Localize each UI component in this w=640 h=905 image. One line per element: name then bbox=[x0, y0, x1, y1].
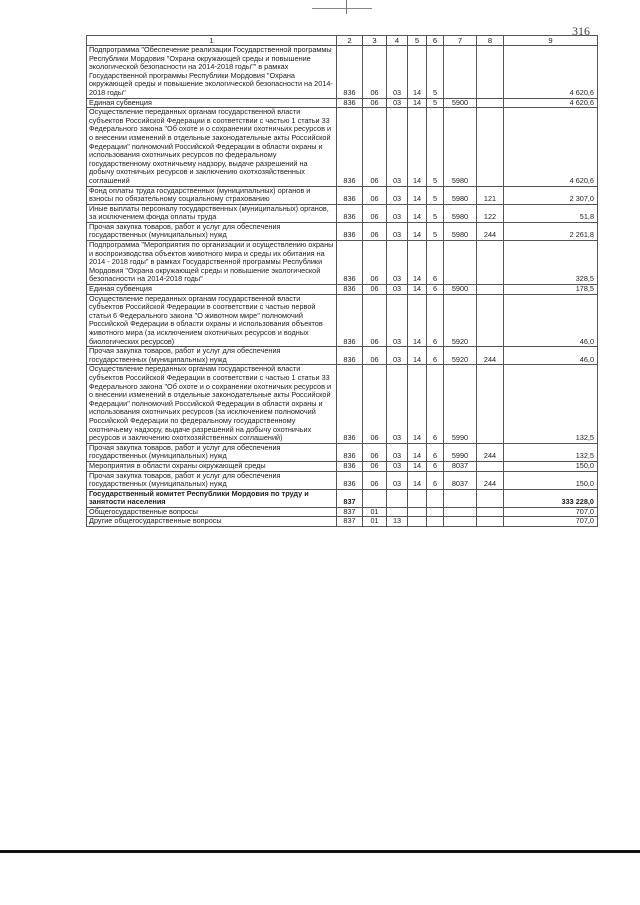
line-item-amount: 2 261,8 bbox=[504, 222, 598, 240]
code-subsection: 03 bbox=[387, 347, 408, 365]
code-subprogram: 6 bbox=[427, 294, 444, 347]
table-row bbox=[87, 108, 598, 186]
table-row bbox=[87, 186, 598, 204]
code-subprogram: 5 bbox=[427, 46, 444, 99]
code-section: 06 bbox=[363, 347, 387, 365]
code-subprogram: 6 bbox=[427, 285, 444, 295]
line-item-amount: 178,5 bbox=[504, 285, 598, 295]
code-ministry: 837 bbox=[337, 489, 363, 507]
header-cell: 8 bbox=[477, 36, 504, 46]
code-expense-type bbox=[477, 461, 504, 471]
code-subsection: 03 bbox=[387, 46, 408, 99]
header-cell: 3 bbox=[363, 36, 387, 46]
code-ministry: 836 bbox=[337, 222, 363, 240]
code-section: 06 bbox=[363, 98, 387, 108]
code-expense-type bbox=[477, 46, 504, 99]
code-target: 5900 bbox=[444, 285, 477, 295]
table-row bbox=[87, 461, 598, 471]
code-ministry: 836 bbox=[337, 365, 363, 443]
code-section bbox=[363, 489, 387, 507]
code-section: 06 bbox=[363, 365, 387, 443]
table-row bbox=[87, 517, 598, 527]
line-item-amount: 132,5 bbox=[504, 365, 598, 443]
code-expense-type: 244 bbox=[477, 347, 504, 365]
code-section: 06 bbox=[363, 46, 387, 99]
code-section: 06 bbox=[363, 285, 387, 295]
code-expense-type: 244 bbox=[477, 471, 504, 489]
line-item-amount: 51,8 bbox=[504, 204, 598, 222]
line-item-amount: 2 307,0 bbox=[504, 186, 598, 204]
line-item-amount: 132,5 bbox=[504, 443, 598, 461]
code-section: 06 bbox=[363, 108, 387, 186]
code-ministry: 836 bbox=[337, 471, 363, 489]
code-program: 14 bbox=[408, 204, 427, 222]
code-target: 5980 bbox=[444, 108, 477, 186]
header-cell: 5 bbox=[408, 36, 427, 46]
line-item-name: Фонд оплаты труда государственных (муниципальных) органов и взносы по обязательному социальному страхованию bbox=[87, 186, 337, 204]
header-cell: 4 bbox=[387, 36, 408, 46]
header-cell: 9 bbox=[504, 36, 598, 46]
code-subprogram bbox=[427, 517, 444, 527]
code-subprogram: 6 bbox=[427, 241, 444, 285]
line-item-name: Осуществление переданных органам государственной власти субъектов Российской Федерации в соответствии с частью 1 статьи 33 Федерального закона "Об охоте и о сохранении охотничьих ресурсов и о внесении изменений в отдельные законодательные акты Российской Федерации" полномочий Российской Федерации в области охраны и использования охотничьих ресурсов по федеральному государственному охотничьему надзору, выдаче разрешений на добычу охотничьих ресурсов и заключению охотхозяйственных соглашений bbox=[87, 108, 337, 186]
code-subsection: 13 bbox=[387, 517, 408, 527]
table-row bbox=[87, 471, 598, 489]
line-item-amount: 707,0 bbox=[504, 517, 598, 527]
code-section: 06 bbox=[363, 222, 387, 240]
code-expense-type bbox=[477, 517, 504, 527]
table-row bbox=[87, 365, 598, 443]
code-expense-type: 121 bbox=[477, 186, 504, 204]
code-ministry: 836 bbox=[337, 285, 363, 295]
code-subprogram bbox=[427, 507, 444, 517]
code-ministry: 836 bbox=[337, 294, 363, 347]
table-row bbox=[87, 489, 598, 507]
budget-table bbox=[86, 35, 598, 527]
code-section: 01 bbox=[363, 517, 387, 527]
code-section: 06 bbox=[363, 471, 387, 489]
code-ministry: 836 bbox=[337, 347, 363, 365]
line-item-amount: 46,0 bbox=[504, 347, 598, 365]
code-target: 5920 bbox=[444, 294, 477, 347]
line-item-amount: 150,0 bbox=[504, 471, 598, 489]
code-section: 06 bbox=[363, 294, 387, 347]
code-subsection: 03 bbox=[387, 108, 408, 186]
code-expense-type: 244 bbox=[477, 443, 504, 461]
scan-artifact-tick bbox=[346, 0, 347, 14]
code-expense-type bbox=[477, 241, 504, 285]
table-row bbox=[87, 347, 598, 365]
line-item-amount: 4 620,6 bbox=[504, 108, 598, 186]
code-expense-type: 122 bbox=[477, 204, 504, 222]
code-program: 14 bbox=[408, 98, 427, 108]
header-cell: 6 bbox=[427, 36, 444, 46]
code-section: 06 bbox=[363, 241, 387, 285]
page-number: 316 bbox=[572, 24, 590, 38]
line-item-amount: 46,0 bbox=[504, 294, 598, 347]
code-subsection: 03 bbox=[387, 443, 408, 461]
code-target bbox=[444, 507, 477, 517]
code-subprogram: 5 bbox=[427, 186, 444, 204]
line-item-amount: 4 620,6 bbox=[504, 98, 598, 108]
code-subprogram: 5 bbox=[427, 204, 444, 222]
line-item-amount: 333 228,0 bbox=[504, 489, 598, 507]
code-target bbox=[444, 489, 477, 507]
code-subprogram: 6 bbox=[427, 365, 444, 443]
code-program: 14 bbox=[408, 241, 427, 285]
code-subprogram bbox=[427, 489, 444, 507]
line-item-name: Подпрограмма "Обеспечение реализации Государственной программы Республики Мордовия "Охрана окружающей среды и повышение экологической безопасности на 2014-2018 годы"" в рамках Государственной программы Республики Мордовия "Охрана окружающей среды и повышение экологической безопасности на 2014-2018 годы" bbox=[87, 46, 337, 99]
code-program: 14 bbox=[408, 461, 427, 471]
code-ministry: 836 bbox=[337, 241, 363, 285]
code-subsection bbox=[387, 489, 408, 507]
code-ministry: 836 bbox=[337, 46, 363, 99]
code-program: 14 bbox=[408, 471, 427, 489]
code-target: 5900 bbox=[444, 98, 477, 108]
code-target: 5990 bbox=[444, 365, 477, 443]
code-program bbox=[408, 489, 427, 507]
code-program: 14 bbox=[408, 365, 427, 443]
code-expense-type bbox=[477, 285, 504, 295]
line-item-name: Единая субвенция bbox=[87, 285, 337, 295]
code-target bbox=[444, 241, 477, 285]
line-item-amount: 150,0 bbox=[504, 461, 598, 471]
code-section: 06 bbox=[363, 443, 387, 461]
code-subsection: 03 bbox=[387, 204, 408, 222]
scan-artifact bbox=[312, 2, 372, 9]
line-item-name: Другие общегосударственные вопросы bbox=[87, 517, 337, 527]
line-item-name: Прочая закупка товаров, работ и услуг для обеспечения государственных (муниципальных) нужд bbox=[87, 471, 337, 489]
code-target: 5980 bbox=[444, 204, 477, 222]
table-row bbox=[87, 222, 598, 240]
code-subprogram: 6 bbox=[427, 471, 444, 489]
code-program: 14 bbox=[408, 347, 427, 365]
header-cell: 7 bbox=[444, 36, 477, 46]
code-ministry: 836 bbox=[337, 443, 363, 461]
code-program: 14 bbox=[408, 294, 427, 347]
code-expense-type bbox=[477, 294, 504, 347]
code-expense-type: 244 bbox=[477, 222, 504, 240]
code-section: 01 bbox=[363, 507, 387, 517]
code-subprogram: 5 bbox=[427, 222, 444, 240]
code-target: 8037 bbox=[444, 461, 477, 471]
table-row bbox=[87, 285, 598, 295]
code-subsection: 03 bbox=[387, 98, 408, 108]
line-item-amount: 4 620,6 bbox=[504, 46, 598, 99]
line-item-name: Прочая закупка товаров, работ и услуг для обеспечения государственных (муниципальных) нужд bbox=[87, 222, 337, 240]
line-item-name: Государственный комитет Республики Мордовия по труду и занятости населения bbox=[87, 489, 337, 507]
header-cell: 1 bbox=[87, 36, 337, 46]
table-header-row bbox=[87, 36, 598, 46]
code-expense-type bbox=[477, 489, 504, 507]
table-row bbox=[87, 204, 598, 222]
code-program: 14 bbox=[408, 285, 427, 295]
code-target: 5990 bbox=[444, 443, 477, 461]
table-row bbox=[87, 241, 598, 285]
line-item-amount: 707,0 bbox=[504, 507, 598, 517]
code-section: 06 bbox=[363, 204, 387, 222]
code-expense-type bbox=[477, 507, 504, 517]
code-target bbox=[444, 517, 477, 527]
header-cell: 2 bbox=[337, 36, 363, 46]
line-item-amount: 328,5 bbox=[504, 241, 598, 285]
code-section: 06 bbox=[363, 186, 387, 204]
code-target: 5920 bbox=[444, 347, 477, 365]
code-subsection: 03 bbox=[387, 471, 408, 489]
table-row bbox=[87, 443, 598, 461]
table-row bbox=[87, 46, 598, 99]
line-item-name: Прочая закупка товаров, работ и услуг для обеспечения государственных (муниципальных) нужд bbox=[87, 443, 337, 461]
code-subsection: 03 bbox=[387, 241, 408, 285]
code-subsection: 03 bbox=[387, 461, 408, 471]
code-subprogram: 5 bbox=[427, 98, 444, 108]
code-ministry: 836 bbox=[337, 108, 363, 186]
line-item-name: Единая субвенция bbox=[87, 98, 337, 108]
code-ministry: 836 bbox=[337, 98, 363, 108]
code-ministry: 837 bbox=[337, 517, 363, 527]
code-target: 5980 bbox=[444, 186, 477, 204]
code-target: 8037 bbox=[444, 471, 477, 489]
line-item-name: Общегосударственные вопросы bbox=[87, 507, 337, 517]
code-ministry: 837 bbox=[337, 507, 363, 517]
code-ministry: 836 bbox=[337, 186, 363, 204]
line-item-name: Подпрограмма "Мероприятия по организации и осуществлению охраны и воспроизводства объектов животного мира и среды их обитания на 2014 - 2018 годы" в рамках Государственной программы Республики Мордовия "Охрана окружающей среды и повышение экологической безопасности на 2014-2018 годы" bbox=[87, 241, 337, 285]
code-ministry: 836 bbox=[337, 461, 363, 471]
code-section: 06 bbox=[363, 461, 387, 471]
code-program bbox=[408, 507, 427, 517]
code-subsection: 03 bbox=[387, 186, 408, 204]
code-subprogram: 6 bbox=[427, 347, 444, 365]
code-ministry: 836 bbox=[337, 204, 363, 222]
code-target bbox=[444, 46, 477, 99]
code-subsection: 03 bbox=[387, 365, 408, 443]
code-subprogram: 5 bbox=[427, 108, 444, 186]
code-target: 5980 bbox=[444, 222, 477, 240]
code-subsection: 03 bbox=[387, 222, 408, 240]
code-program bbox=[408, 517, 427, 527]
code-subprogram: 6 bbox=[427, 461, 444, 471]
code-program: 14 bbox=[408, 46, 427, 99]
line-item-name: Осуществление переданных органам государственной власти субъектов Российской Федерации в соответствии с частью первой статьи 6 Федерального закона "О животном мире" полномочий Российской Федерации в области охраны и использования объектов животного мира (за исключением охотничьих ресурсов и водных биологических ресурсов) bbox=[87, 294, 337, 347]
page-bottom-rule bbox=[0, 850, 640, 853]
code-program: 14 bbox=[408, 108, 427, 186]
code-subsection: 03 bbox=[387, 285, 408, 295]
table-row bbox=[87, 294, 598, 347]
table-body bbox=[87, 46, 598, 527]
code-subsection: 03 bbox=[387, 294, 408, 347]
line-item-name: Мероприятия в области охраны окружающей среды bbox=[87, 461, 337, 471]
line-item-name: Иные выплаты персоналу государственных (муниципальных) органов, за исключением фонда оплаты труда bbox=[87, 204, 337, 222]
code-expense-type bbox=[477, 365, 504, 443]
code-subprogram: 6 bbox=[427, 443, 444, 461]
code-program: 14 bbox=[408, 186, 427, 204]
line-item-name: Прочая закупка товаров, работ и услуг для обеспечения государственных (муниципальных) нужд bbox=[87, 347, 337, 365]
code-program: 14 bbox=[408, 222, 427, 240]
code-program: 14 bbox=[408, 443, 427, 461]
line-item-name: Осуществление переданных органам государственной власти субъектов Российской Федерации в соответствии с частью 1 статьи 33 Федерального закона "Об охоте и о сохранении охотничьих ресурсов и о внесении изменений в отдельные законодательные акты Российской Федерации" полномочий Российской Федерации в области охраны и использования охотничьих ресурсов (за исключением полномочий Российской Федерации по федеральному государственному охотничьему надзору, выдаче разрешений на добычу охотничьих ресурсов и заключению охотхозяйственных соглашений) bbox=[87, 365, 337, 443]
code-expense-type bbox=[477, 108, 504, 186]
code-expense-type bbox=[477, 98, 504, 108]
